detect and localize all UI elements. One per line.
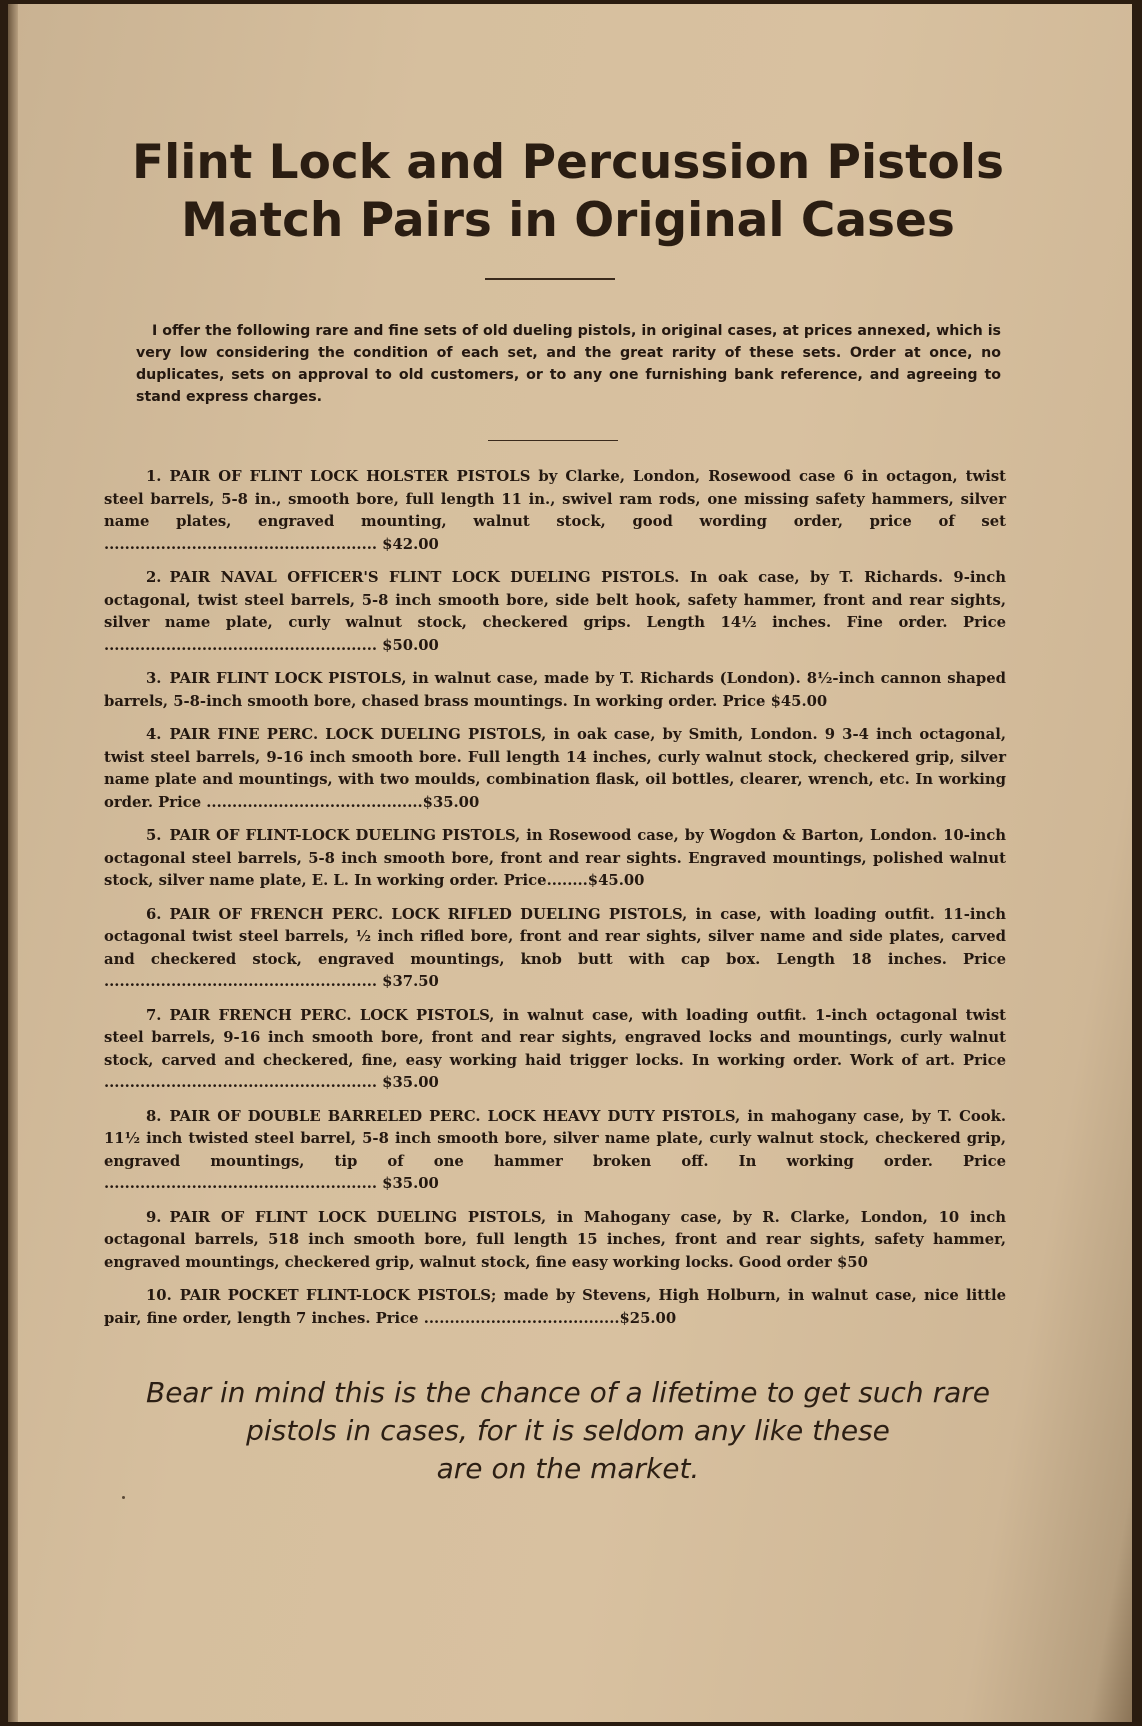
list-item [104, 904, 1006, 994]
list-item [104, 1285, 1006, 1330]
item-number: 1. [146, 468, 162, 485]
item-text: PAIR OF FLINT-LOCK DUELING PISTOLS, in Rosewood case, by Wogdon & Barton, London. 10-inch octagonal steel barrels, 5-8 inch smooth bore, front and rear sights. Engraved mountings, polished walnut stock, silver name plate, E. L. In working order. Price........$45.00 [104, 827, 1006, 889]
item-text: PAIR OF FRENCH PERC. LOCK RIFLED DUELING PISTOLS, in case, with loading outfit. 11-inch octagonal twist steel barrels, ½ inch rifled bore, front and rear sights, silver name and side plates, carved and checkered stock, engraved mountings, knob butt with cap box. Length 18 inches. Price ..................................................... $37.50 [104, 905, 1006, 990]
item-text: PAIR FRENCH PERC. LOCK PISTOLS, in walnut case, with loading outfit. 1-inch octagonal twist steel barrels, 9-16 inch smooth bore, front and rear sights, engraved locks and mountings, curly walnut stock, carved and checkered, fine, easy working haid trigger locks. In working order. Work of art. Price ..................................................... $35.00 [104, 1006, 1006, 1091]
item-number: 2. [146, 569, 162, 586]
intro-paragraph: I offer the following rare and fine sets of old dueling pistols, in original cases, at prices annexed, which is very low considering the condition of each set, and the great rarity of these sets. Order at once, no duplicates, sets on approval to old customers, or to any one furnishing bank reference, and agreeing to stand express charges. [136, 323, 1001, 405]
list-item [104, 825, 1006, 893]
item-text: PAIR NAVAL OFFICER'S FLINT LOCK DUELING PISTOLS. In oak case, by T. Richards. 9-inch octagonal, twist steel barrels, 5-8 inch smooth bore, side belt hook, safety hammer, front and rear sights, silver name plate, curly walnut stock, checkered grips. Length 14½ inches. Fine order. Price ..................................................... $50.00 [104, 569, 1006, 654]
item-number: 6. [146, 905, 162, 923]
list-item [104, 1207, 1006, 1275]
title-line-1: Flint Lock and Percussion Pistols [132, 135, 1004, 190]
catalog-page [8, 4, 1132, 1722]
item-number: 3. [146, 670, 162, 687]
item-text: PAIR OF FLINT LOCK HOLSTER PISTOLS by Clarke, London, Rosewood case 6 in octagon, twist steel barrels, 5-8 in., smooth bore, full length 11 in., swivel ram rods, one missing safety hammers, silver name plates, engraved mounting, walnut stock, good wording order, price of set ..................................................... $42.00 [104, 468, 1006, 553]
list-item [104, 1005, 1006, 1095]
item-number: 5. [146, 827, 162, 844]
item-text: PAIR POCKET FLINT-LOCK PISTOLS; made by Stevens, High Holburn, in walnut case, nice little pair, fine order, length 7 inches. Price ......................................$25.00 [104, 1287, 1006, 1327]
item-text: PAIR OF FLINT LOCK DUELING PISTOLS, in Mahogany case, by R. Clarke, London, 10 inch octagonal barrels, 518 inch smooth bore, full length 15 inches, front and rear sights, safety hammer, engraved mountings, checkered grip, walnut stock, fine easy working locks. Good order $50 [104, 1208, 1006, 1271]
divider-middle [488, 440, 618, 441]
closing-line-1: Bear in mind this is the chance of a lifetime to get such rare [145, 1376, 990, 1409]
item-number: 8. [146, 1107, 162, 1125]
item-number: 10. [146, 1287, 172, 1304]
closing-line-2: pistols in cases, for it is seldom any like these [246, 1414, 890, 1447]
list-item [104, 567, 1006, 657]
item-text: PAIR FINE PERC. LOCK DUELING PISTOLS, in oak case, by Smith, London. 9 3-4 inch octagonal, twist steel barrels, 9-16 inch smooth bore. Full length 14 inches, curly walnut stock, checkered grip, silver name plate and mountings, with two moulds, combination flask, oil bottles, clearer, wrench, etc. In working order. Price ..........................................$35.00 [104, 726, 1006, 811]
item-number: 4. [146, 726, 162, 743]
item-list [104, 466, 1006, 1341]
page-title [68, 134, 1068, 250]
title-line-2: Match Pairs in Original Cases [181, 193, 955, 248]
list-item [104, 724, 1006, 814]
divider-top [485, 278, 615, 280]
list-item [104, 1106, 1006, 1196]
item-number: 7. [146, 1006, 162, 1024]
closing-line-3: are on the market. [436, 1452, 700, 1485]
closing-statement [118, 1374, 1018, 1488]
list-item [104, 466, 1006, 556]
list-item [104, 668, 1006, 713]
page-spine-shadow [8, 4, 18, 1722]
item-text: PAIR FLINT LOCK PISTOLS, in walnut case, made by T. Richards (London). 8½-inch cannon shaped barrels, 5-8-inch smooth bore, chased brass mountings. In working order. Price $45.00 [104, 670, 1006, 710]
item-number: 9. [146, 1208, 162, 1226]
item-text: PAIR OF DOUBLE BARRELED PERC. LOCK HEAVY DUTY PISTOLS, in mahogany case, by T. Cook. 11½ inch twisted steel barrel, 5-8 inch smooth bore, silver name plate, curly walnut stock, checkered grip, engraved mountings, tip of one hammer broken off. In working order. Price ..................................................... $35.00 [104, 1107, 1006, 1192]
paper-spot [122, 1496, 125, 1499]
